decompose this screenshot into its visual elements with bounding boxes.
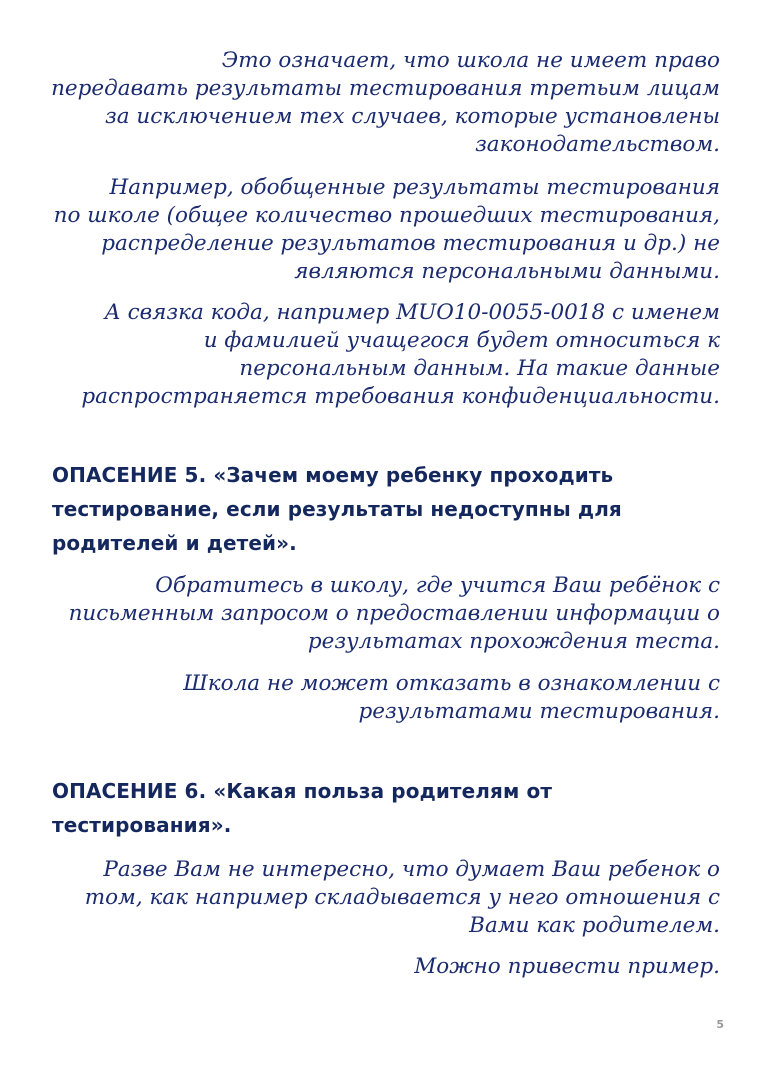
text-line: Вами как родителем.: [469, 913, 720, 938]
heading-line: ОПАСЕНИЕ 6. «Какая польза родителям от: [52, 779, 553, 803]
page-number: 5: [716, 1018, 724, 1031]
section-heading-concern-6: [52, 774, 552, 842]
text-line: по школе (общее количество прошедших тестирования,: [53, 203, 720, 228]
text-line: том, как например складывается у него отношения с: [84, 885, 720, 910]
heading-line: ОПАСЕНИЕ 5. «Зачем моему ребенку проходить: [52, 463, 614, 487]
text-line: Можно привести пример.: [414, 954, 720, 979]
text-line: Это означает, что школа не имеет право: [221, 48, 720, 73]
text-line: персональным данным. На такие данные: [239, 356, 720, 381]
heading-line: родителей и детей».: [52, 531, 297, 555]
text-line: письменным запросом о предоставлении информации о: [68, 601, 720, 626]
text-line: результатах прохождения теста.: [307, 629, 720, 654]
heading-line: тестирования».: [52, 813, 232, 837]
text-line: передавать результаты тестирования третьим лицам: [51, 76, 720, 101]
text-line: законодательством.: [475, 132, 720, 157]
text-line: Разве Вам не интересно, что думает Ваш ребенок о: [103, 857, 720, 882]
text-line: распространяется требования конфиденциальности.: [81, 384, 720, 409]
section-heading-concern-5: [52, 458, 622, 560]
text-line: результатами тестирования.: [358, 699, 720, 724]
text-line: распределение результатов тестирования и др.) не: [101, 231, 720, 256]
paragraph-contact-school: [69, 572, 720, 656]
text-line: Обратитесь в школу, где учится Ваш ребёнок с: [155, 573, 720, 598]
text-line: Например, обобщенные результаты тестирования: [109, 175, 720, 200]
paragraph-example: [414, 953, 720, 981]
text-line: Школа не может отказать в ознакомлении с: [183, 671, 720, 696]
paragraph-personal-data-rights: [51, 47, 720, 159]
paragraph-school-cannot-refuse: [183, 670, 720, 726]
paragraph-parent-interest: [85, 856, 720, 940]
text-line: А связка кода, например MUO10-0055-0018 с именем: [104, 300, 720, 325]
paragraph-code-confidentiality: [81, 299, 720, 411]
heading-line: тестирование, если результаты недоступны для: [52, 497, 622, 521]
text-line: и фамилией учащегося будет относиться к: [203, 328, 720, 353]
paragraph-aggregated-results: [54, 174, 720, 286]
text-line: являются персональными данными.: [294, 259, 720, 284]
text-line: за исключением тех случаев, которые установлены: [105, 104, 720, 129]
